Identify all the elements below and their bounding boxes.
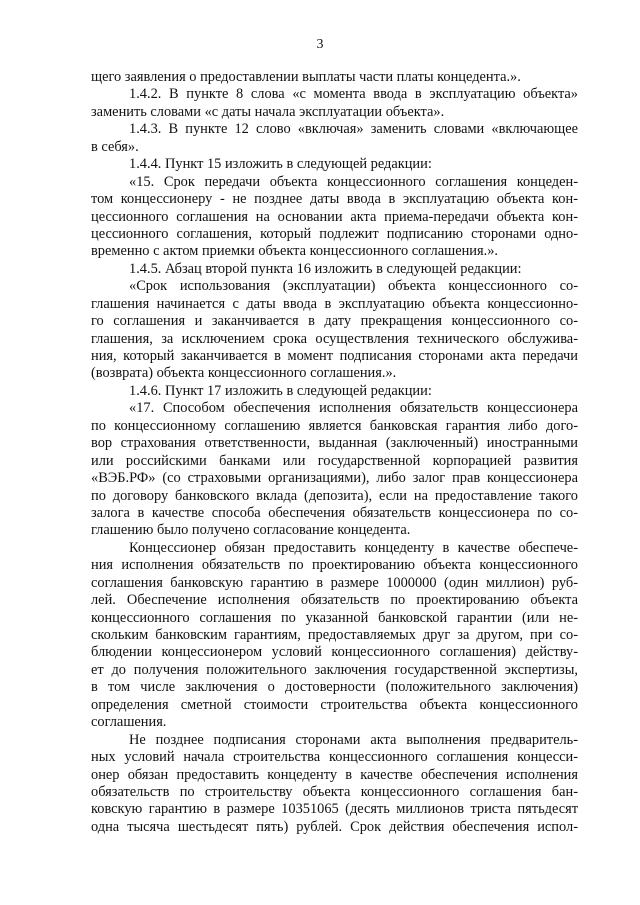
- text-line: (возврата) объекта концессионного соглашения.».: [91, 365, 397, 382]
- text-line: соглашения банковскую гарантию в размере 1000000 (один миллион) руб-: [91, 574, 578, 591]
- text-line: ет до получения положительного заключения государственной экспертизы,: [91, 661, 578, 678]
- text-line: по договору банковского вклада (депозита), если на предоставление такого: [91, 487, 578, 504]
- text-line: ния, который заканчивается в момент подписания сторонами акта передачи: [91, 348, 578, 364]
- text-line: глашению было получено согласование концедента.: [91, 522, 411, 539]
- text-line: 1.4.6. Пункт 17 изложить в следующей редакции:: [129, 382, 432, 399]
- text-line: по концессионному соглашению является банковская гарантия либо дого-: [91, 417, 578, 434]
- text-line: го соглашения и заканчивается в дату прекращения концессионного со-: [91, 313, 578, 330]
- text-line: одна тысяча шестьдесят пять) рублей. Срок действия обеспечения испол-: [91, 818, 578, 835]
- text-line: «17. Способом обеспечения исполнения обязательств концессионера: [129, 400, 578, 417]
- text-line: 1.4.3. В пункте 12 слово «включая» заменить словами «включающее: [129, 121, 578, 138]
- text-line: цессионного соглашения на основании акта приема-передачи объекта кон-: [91, 208, 578, 225]
- text-line: глашения начинается с даты ввода в эксплуатацию объекта концессионно-: [91, 295, 578, 312]
- text-line: заменить словами «с даты начала эксплуатации объекта».: [91, 103, 445, 120]
- text-line: том концессионеру - не позднее даты ввода в эксплуатацию объекта кон-: [91, 191, 578, 208]
- text-line: 1.4.4. Пункт 15 изложить в следующей редакции:: [129, 156, 432, 173]
- document-body: [91, 69, 578, 836]
- text-line: цессионного соглашения, который подлежит подписанию сторонами одно-: [91, 225, 578, 242]
- text-line: в себя».: [91, 138, 139, 155]
- text-line: щего заявления о предоставлении выплаты части платы концедента.».: [91, 69, 521, 85]
- text-line: ковскую гарантию в размере 10351065 (десять миллионов триста пятьдесят: [91, 801, 578, 818]
- text-line: или российскими банками или государственной корпорацией развития: [91, 452, 578, 469]
- text-line: определения сметной стоимости строительства объекта концессионного: [91, 696, 578, 713]
- text-line: «Срок использования (эксплуатации) объекта концессионного со-: [129, 278, 578, 295]
- text-line: 1.4.2. В пункте 8 слова «с момента ввода в эксплуатацию объекта»: [129, 86, 578, 103]
- text-line: Не позднее подписания сторонами акта выполнения предваритель-: [129, 731, 578, 748]
- text-line: обязательств по строительству объекта концессионного соглашения бан-: [91, 783, 578, 800]
- page-number: 3: [316, 37, 324, 52]
- text-line: ных условий начала строительства концессионного соглашения концесси-: [91, 749, 578, 766]
- text-line: залога в качестве способа обеспечения обязательств концессионера по со-: [91, 504, 578, 521]
- text-line: временно с актом приемки объекта концессионного соглашения.».: [91, 243, 498, 260]
- text-line: блюдении концессионером условий концессионного соглашения) действу-: [91, 644, 578, 661]
- text-line: «ВЭБ.РФ» (со страховыми организациями), либо залог прав концессионера: [91, 470, 578, 487]
- text-line: соглашения.: [91, 714, 167, 731]
- text-line: лей. Обеспечение исполнения обязательств по проектированию объекта: [91, 592, 578, 609]
- text-line: «15. Срок передачи объекта концессионного соглашения концеден-: [129, 173, 578, 190]
- text-line: в том числе заключения о достоверности (положительного заключения): [91, 679, 578, 696]
- text-line: ния исполнения обязательств по проектированию объекта концессионного: [91, 557, 578, 574]
- text-line: Концессионер обязан предоставить концеденту в качестве обеспече-: [129, 539, 578, 556]
- text-line: концессионного соглашения по указанной банковской гарантии (или не-: [91, 609, 578, 626]
- text-line: вор страхования ответственности, выданная (заключенный) иностранными: [91, 435, 578, 452]
- text-line: скольким банковским гарантиям, предоставляемых друг за другом, при со-: [91, 627, 578, 643]
- text-line: 1.4.5. Абзац второй пункта 16 изложить в следующей редакции:: [129, 260, 522, 277]
- text-line: глашения, за исключением срока осуществления технического обслужива-: [91, 330, 578, 347]
- text-line: онер обязан предоставить концеденту в качестве обеспечения исполнения: [91, 766, 578, 783]
